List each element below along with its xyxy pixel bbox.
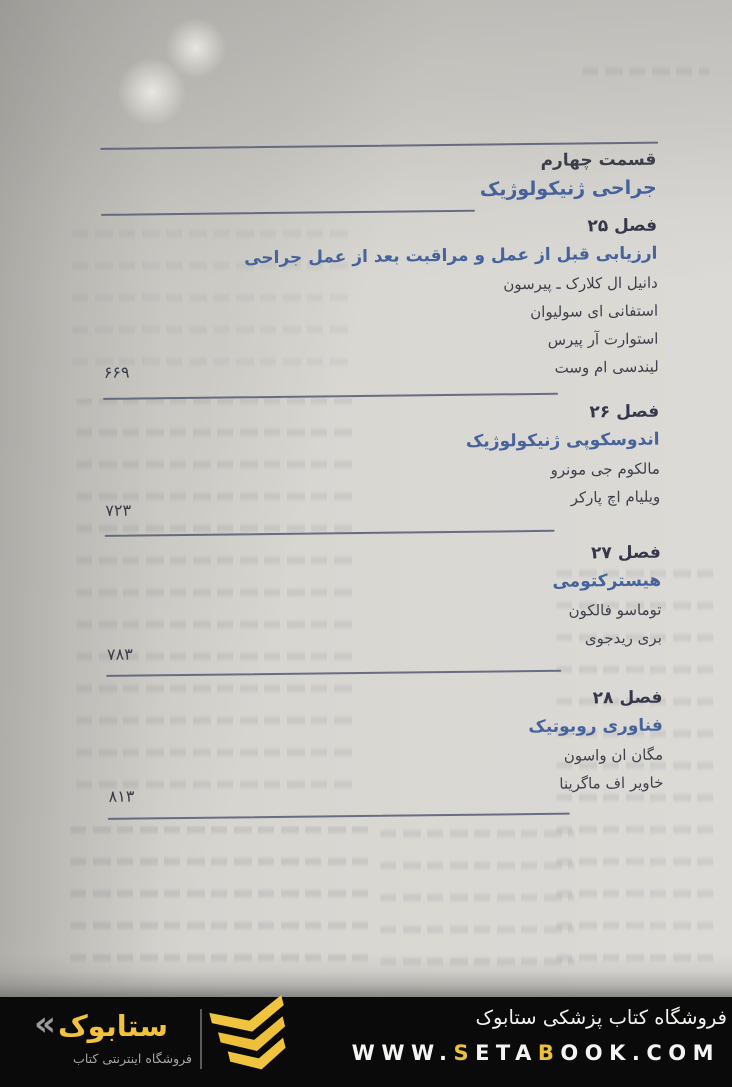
chapter-number: فصل ۲۵: [587, 215, 658, 237]
store-name: فروشگاه کتاب پزشکی ستابوک: [475, 1006, 727, 1029]
logo-wordmark: ستابوک: [57, 1009, 168, 1043]
chapter-author: استفانی ای سولیوان: [530, 301, 659, 322]
chapter-page-number: ۷۸۳: [106, 644, 133, 664]
part-header: [0, 147, 657, 210]
chapter-author: مالکوم جی مونرو: [550, 459, 660, 479]
toc-chapter-entry-28: [2, 685, 663, 804]
chapter-author: دانیل ال کلارک ـ پیرسون: [503, 273, 658, 294]
separator-rule: [103, 393, 558, 400]
logo-chevron-icon: «: [34, 1004, 56, 1044]
toc-chapter-entry-26: [0, 399, 660, 518]
chapter-author: خاویر اف ماگرینا: [559, 773, 664, 793]
chapter-page-number: ۸۱۳: [108, 786, 135, 806]
chapter-author: بری ریدجوی: [584, 628, 662, 648]
chapter-number: فصل ۲۷: [590, 542, 661, 564]
chapter-title: فناوری روبوتیک: [528, 715, 663, 738]
toc-chapter-entry-25: [0, 213, 659, 388]
chapter-number: فصل ۲۸: [592, 687, 663, 709]
chapter-number: فصل ۲۶: [589, 401, 660, 423]
url-part: WWW.: [351, 1041, 454, 1065]
chapter-author: مگان ان واسون: [563, 745, 664, 765]
url-part: OOK.COM: [560, 1041, 720, 1065]
part-number-label: قسمت چهارم: [540, 149, 657, 171]
chapter-page-number: ۶۶۹: [103, 362, 130, 382]
url-part: ETA: [475, 1041, 538, 1065]
setabook-logo: [34, 1006, 168, 1046]
logo-divider: [200, 1009, 202, 1069]
separator-rule: [106, 670, 561, 677]
logo-tagline: فروشگاه اینترنتی کتاب: [73, 1051, 192, 1066]
chapter-title: ارزیابی قبل از عمل و مراقبت بعد از عمل جراحی: [244, 243, 658, 269]
url-part-accent: B: [537, 1041, 561, 1065]
part-title: جراحی ژنیکولوژیک: [479, 176, 657, 201]
chapter-author: لیندسی ام وست: [554, 357, 659, 377]
chapter-author: ویلیام اچ پارکر: [570, 487, 661, 507]
separator-rule: [105, 530, 555, 537]
store-footer: [0, 997, 732, 1080]
website-url: [352, 1041, 720, 1065]
chapter-title: هیسترکتومی: [552, 570, 662, 592]
toc-chapter-entry-27: [1, 540, 662, 659]
separator-rule: [108, 813, 570, 820]
stacked-chevrons-icon: [202, 991, 306, 1086]
chapter-page-number: ۷۲۳: [105, 500, 132, 520]
url-part-accent: S: [453, 1041, 476, 1065]
chapter-title: اندوسکوپی ژنیکولوژیک: [465, 429, 660, 452]
chapter-author: استوارت آر پیرس: [547, 329, 659, 349]
chapter-author: توماسو فالکون: [568, 600, 662, 620]
